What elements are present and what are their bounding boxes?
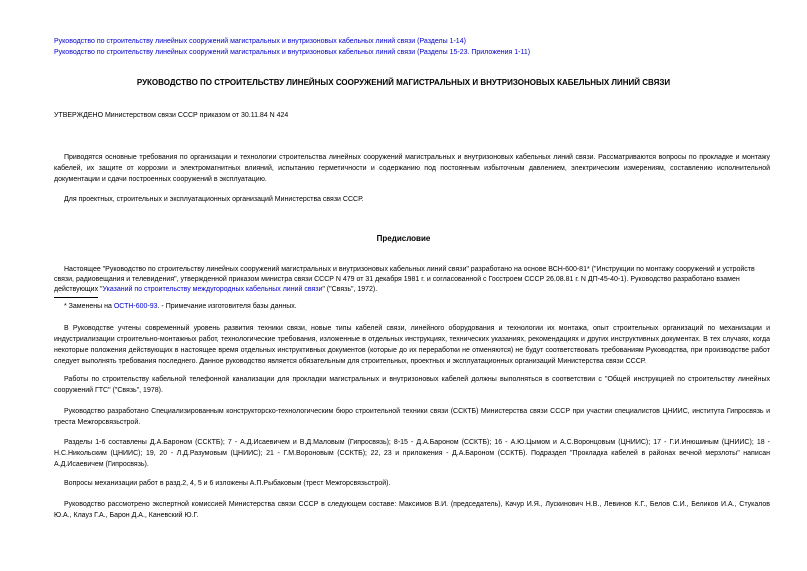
modern-level-paragraph: В Руководстве учтены современный уровень развития техники связи, новые типы кабелей связи, линейного оборудования и технологии их монтажа, опыт строительных организаций по механизации и индустриализации строительно-монтажных работ, технологические требования, изложенные в отдельных инструкциях, технических указаниях, рекомендациях и других инструктивных документах. В тех случаях, когда некоторые положения действующих в настоящее время отдельных инструктивных документов (которые до их переработки не отменяются) не будут соответствовать требованиям Руководства, при производстве работ следует выполнять требования последнего. Данное руководство является обязательным для строительных, проектных и эксплуатационных организаций Министерства связи СССР.	[54, 325, 770, 365]
nav-link-sections-15-23[interactable]: Руководство по строительству линейных сооружений магистральных и внутризоновых кабельных линий связи (Разделы 15-23. Приложения 1-11)	[54, 49, 531, 56]
preface-line-3	[54, 284, 807, 295]
preface-line-3-suffix: " ("Связь", 1972).	[322, 286, 378, 293]
preface-line-2: связи, радиовещания и телевидения", утвержденной приказом министра связи СССР N 479 от 31 декабря 1981 г. и согласованной с Госстроем СССР 26.08.81 г. N ДП-45-40-1). Руководство разработано взамен	[54, 276, 740, 283]
ostn-600-93-link[interactable]: ОСТН-600-93	[113, 303, 158, 310]
footnote	[64, 301, 664, 312]
audience-paragraph: Для проектных, строительных и эксплуатационных организаций Министерства связи СССР.	[64, 196, 364, 203]
approval-line: УТВЕРЖДЕНО Министерством связи СССР приказом от 30.11.84 N 424	[54, 112, 289, 119]
review-commission-paragraph: Руководство рассмотрено экспертной комиссией Министерства связи СССР в следующем составе: Максимов В.И. (председатель), Качур И.Я., Лускинович Н.В., Левинов К.Г., Белов С.И., Беликов И.А., Стукалов Ю.А., Клауз Г.А., Барон Д.А., Каневский Ю.Г.	[54, 501, 770, 519]
mechanization-paragraph: Вопросы механизации работ в разд.2, 4, 5 и 6 изложены А.П.Рыбаковым (трест Межгорсвязьстрой).	[64, 480, 391, 487]
footnote-divider	[54, 297, 98, 298]
footnote-prefix: * Заменены на	[64, 303, 114, 310]
preface-line-3-prefix: действующих "	[54, 286, 103, 293]
abstract-paragraph: Приводятся основные требования по организации и технологии строительства линейных сооружений магистральных и внутризоновых кабельных линий связи. Рассматриваются вопросы по прокладке и монтажу кабелей, их защите от коррозии и электромагнитных влияний, испытанию герметичности и содержанию под постоянным избыточным давлением, электрическим измерениям, составлению исполнительной документации и сдачи построенных сооружений в эксплуатацию.	[54, 154, 770, 183]
footnote-suffix: . - Примечание изготовителя базы данных.	[157, 303, 297, 310]
developed-by-paragraph: Руководство разработано Специализированным конструкторско-технологическим бюро строительной техники связи (ССКТБ) Министерства связи СССР при участии специалистов ЦНИИС, института Гипросвязь и треста Межгорсвязьстрой.	[54, 408, 770, 426]
nav-link-sections-1-14[interactable]: Руководство по строительству линейных сооружений магистральных и внутризоновых кабельных линий связи (Разделы 1-14)	[54, 38, 466, 45]
sections-authors-paragraph: Разделы 1-6 составлены Д.А.Бароном (ССКТБ); 7 - А.Д.Исаевичем и В.Д.Маловым (Гипросвязь); 8-15 - Д.А.Бароном (ССКТБ); 16 - А.Ю.Цымом и А.С.Воронцовым (ЦНИИС); 17 - Г.И.Инюшиным (ЦНИИС); 18 - Н.С.Никольским (ЦНИИС); 19, 20 - Л.Д.Разумовым (ЦНИИС); 21 - Г.М.Вороновым (ССКТБ); 22, 23 и приложения - Д.А.Бароном (ССКТБ). Подраздел "Прокладка кабелей в районах вечной мерзлоты" написан А.Д.Исаевичем (Гипросвязь).	[54, 439, 770, 468]
preface-heading: Предисловие	[376, 234, 431, 243]
preface-line-1: Настоящее "Руководство по строительству линейных сооружений магистральных и внутризоновых кабельных линий связи" разработано на основе ВСН-600-81* ("Инструкции по монтажу сооружений и устройств	[64, 266, 755, 273]
document-title: РУКОВОДСТВО ПО СТРОИТЕЛЬСТВУ ЛИНЕЙНЫХ СООРУЖЕНИЙ МАГИСТРАЛЬНЫХ И ВНУТРИЗОНОВЫХ КАБЕЛЬНЫХ ЛИНИЙ СВЯЗИ	[136, 78, 671, 87]
canal-paragraph: Работы по строительству кабельной телефонной канализации для прокладки магистральных и внутризоновых кабелей должны выполняться в соответствии с "Общей инструкцией по строительству линейных сооружений ГТС" ("Связь", 1978).	[54, 376, 770, 394]
instructions-1972-link[interactable]: Указаний по строительству междугородных кабельных линий связи	[102, 286, 323, 293]
